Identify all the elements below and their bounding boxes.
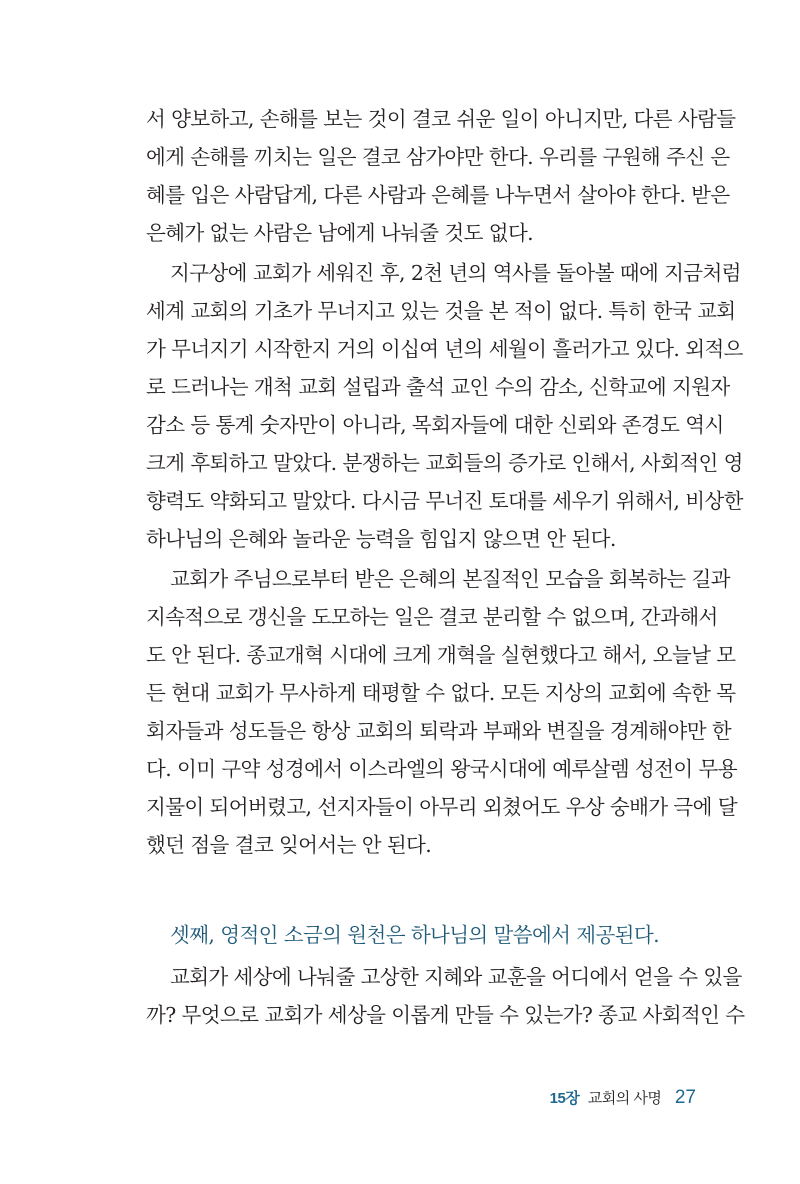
- body-line: 회자들과 성도들은 항상 교회의 퇴락과 부패와 변질을 경계해야만 한: [146, 719, 732, 743]
- body-line: 까? 무엇으로 교회가 세상을 이롭게 만들 수 있는가? 종교 사회적인 수: [146, 1003, 745, 1027]
- body-line: 로 드러나는 개척 교회 설립과 출석 교인 수의 감소, 신학교에 지원자: [146, 375, 730, 399]
- page-number: 27: [674, 1087, 696, 1108]
- body-line: 은혜가 없는 사람은 남에게 나눠줄 것도 없다.: [146, 221, 534, 245]
- body-line: 지물이 되어버렸고, 선지자들이 아무리 외쳤어도 우상 숭배가 극에 달: [146, 795, 737, 819]
- section-subheading: 셋째, 영적인 소금의 원천은 하나님의 말씀에서 제공된다.: [170, 923, 659, 947]
- body-line: 다. 이미 구약 성경에서 이스라엘의 왕국시대에 예루살렘 성전이 무용: [146, 757, 737, 781]
- body-line: 크게 후퇴하고 말았다. 분쟁하는 교회들의 증가로 인해서, 사회적인 영: [146, 451, 743, 475]
- chapter-title: 교회의 사명: [587, 1090, 662, 1107]
- body-line: 든 현대 교회가 무사하게 태평할 수 없다. 모든 지상의 교회에 속한 목: [146, 681, 736, 705]
- chapter-number: 15장: [549, 1090, 580, 1107]
- body-line: 도 안 된다. 종교개혁 시대에 크게 개혁을 실현했다고 해서, 오늘날 모: [146, 643, 736, 667]
- paragraph-first-line: 지구상에 교회가 세워진 후, 2천 년의 역사를 돌아볼 때에 지금처럼: [170, 261, 741, 285]
- body-line: 서 양보하고, 손해를 보는 것이 결코 쉬운 일이 아니지만, 다른 사람들: [146, 107, 736, 131]
- page-footer: [550, 1080, 696, 1116]
- body-line: 하나님의 은혜와 놀라운 능력을 힘입지 않으면 안 된다.: [146, 527, 616, 551]
- body-line: 가 무너지기 시작한지 거의 이십여 년의 세월이 흘러가고 있다. 외적으: [146, 337, 743, 361]
- body-line: 했던 점을 결코 잊어서는 안 된다.: [146, 833, 432, 857]
- body-line: 감소 등 통계 숫자만이 아니라, 목회자들에 대한 신뢰와 존경도 역시: [146, 413, 724, 437]
- body-line: 혜를 입은 사람답게, 다른 사람과 은혜를 나누면서 살아야 한다. 받은: [146, 183, 730, 207]
- book-page: [146, 0, 745, 1184]
- body-line: 에게 손해를 끼치는 일은 결코 삼가야만 한다. 우리를 구원해 주신 은: [146, 145, 730, 169]
- body-line: 세계 교회의 기초가 무너지고 있는 것을 본 적이 없다. 특히 한국 교회: [146, 299, 736, 323]
- body-line: 지속적으로 갱신을 도모하는 일은 결코 분리할 수 없으며, 간과해서: [146, 605, 718, 629]
- body-line: 향력도 약화되고 말았다. 다시금 무너진 토대를 세우기 위해서, 비상한: [146, 489, 743, 513]
- paragraph-first-line: 교회가 세상에 나눠줄 고상한 지혜와 교훈을 어디에서 얻을 수 있을: [170, 965, 742, 989]
- paragraph-first-line: 교회가 주님으로부터 받은 은혜의 본질적인 모습을 회복하는 길과: [170, 567, 730, 591]
